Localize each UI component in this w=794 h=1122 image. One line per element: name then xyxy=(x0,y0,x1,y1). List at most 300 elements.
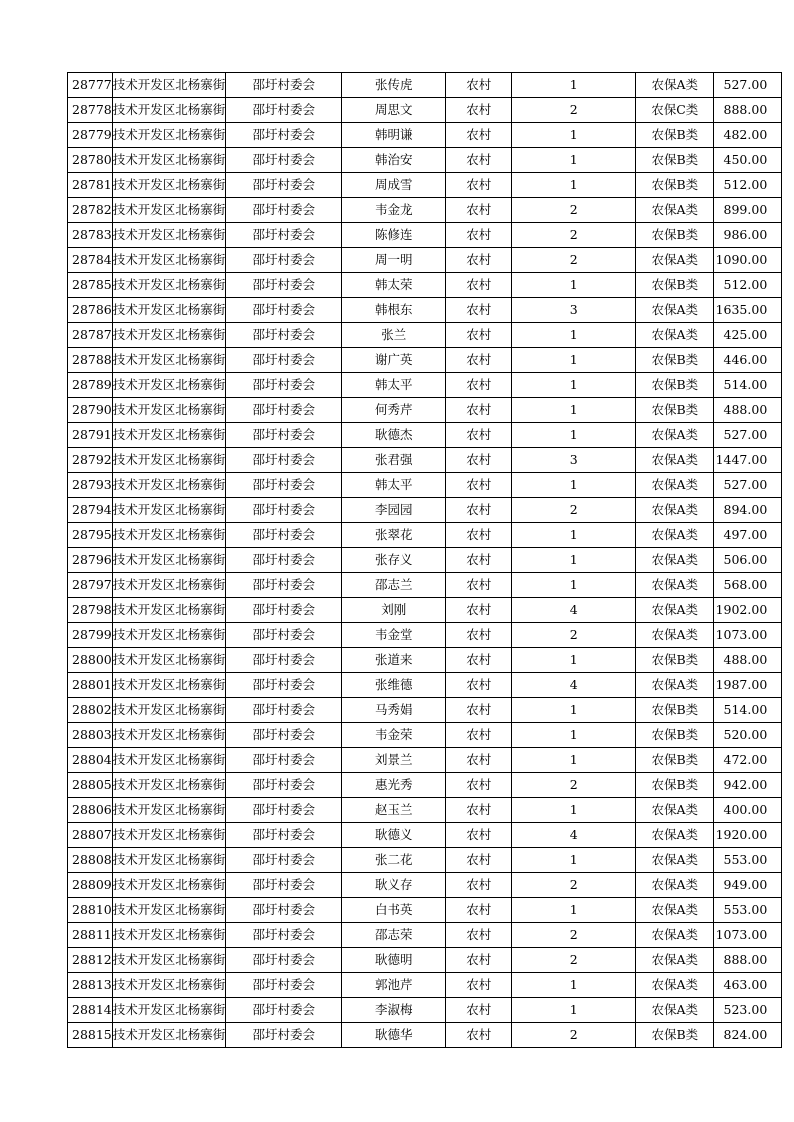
cell-person-count: 1 xyxy=(512,648,636,673)
table-row xyxy=(68,623,782,648)
cell-region xyxy=(112,823,226,848)
cell-region xyxy=(112,873,226,898)
cell-id: 28800 xyxy=(68,648,113,673)
cell-name: 耿义存 xyxy=(342,873,446,898)
cell-id: 28802 xyxy=(68,698,113,723)
cell-household-type: 农村 xyxy=(446,548,512,573)
cell-committee: 邵圩村委会 xyxy=(226,423,342,448)
region-text: 技术开发区北杨寨街 xyxy=(112,452,226,467)
cell-category: 农保A类 xyxy=(636,523,714,548)
cell-id: 28814 xyxy=(68,998,113,1023)
cell-amount: 472.00 xyxy=(714,748,782,773)
cell-name: 张兰 xyxy=(342,323,446,348)
region-text: 技术开发区北杨寨街 xyxy=(112,802,226,817)
cell-household-type: 农村 xyxy=(446,323,512,348)
cell-category: 农保A类 xyxy=(636,798,714,823)
cell-region xyxy=(112,998,226,1023)
cell-category: 农保A类 xyxy=(636,598,714,623)
cell-household-type: 农村 xyxy=(446,248,512,273)
cell-region xyxy=(112,623,226,648)
cell-region xyxy=(112,248,226,273)
cell-household-type: 农村 xyxy=(446,473,512,498)
cell-region xyxy=(112,348,226,373)
cell-category: 农保A类 xyxy=(636,998,714,1023)
cell-amount: 899.00 xyxy=(714,198,782,223)
cell-committee: 邵圩村委会 xyxy=(226,448,342,473)
cell-category: 农保A类 xyxy=(636,898,714,923)
table-row xyxy=(68,873,782,898)
table-row xyxy=(68,798,782,823)
cell-id: 28792 xyxy=(68,448,113,473)
cell-region xyxy=(112,848,226,873)
cell-household-type: 农村 xyxy=(446,273,512,298)
cell-name: 李园园 xyxy=(342,498,446,523)
cell-name: 韩治安 xyxy=(342,148,446,173)
cell-region xyxy=(112,98,226,123)
cell-committee: 邵圩村委会 xyxy=(226,298,342,323)
cell-name: 韩太平 xyxy=(342,373,446,398)
cell-committee: 邵圩村委会 xyxy=(226,748,342,773)
cell-amount: 527.00 xyxy=(714,473,782,498)
cell-name: 刘刚 xyxy=(342,598,446,623)
cell-amount: 986.00 xyxy=(714,223,782,248)
cell-category: 农保A类 xyxy=(636,873,714,898)
cell-category: 农保B类 xyxy=(636,223,714,248)
cell-category: 农保B类 xyxy=(636,1023,714,1048)
cell-category: 农保A类 xyxy=(636,248,714,273)
cell-id: 28786 xyxy=(68,298,113,323)
cell-household-type: 农村 xyxy=(446,198,512,223)
cell-committee: 邵圩村委会 xyxy=(226,348,342,373)
cell-household-type: 农村 xyxy=(446,798,512,823)
cell-person-count: 1 xyxy=(512,398,636,423)
table-row xyxy=(68,923,782,948)
cell-name: 耿德明 xyxy=(342,948,446,973)
cell-category: 农保A类 xyxy=(636,498,714,523)
cell-region xyxy=(112,223,226,248)
cell-id: 28809 xyxy=(68,873,113,898)
cell-person-count: 4 xyxy=(512,598,636,623)
cell-committee: 邵圩村委会 xyxy=(226,148,342,173)
cell-household-type: 农村 xyxy=(446,748,512,773)
cell-committee: 邵圩村委会 xyxy=(226,373,342,398)
cell-id: 28807 xyxy=(68,823,113,848)
cell-category: 农保A类 xyxy=(636,198,714,223)
cell-category: 农保B类 xyxy=(636,173,714,198)
cell-amount: 512.00 xyxy=(714,273,782,298)
cell-person-count: 1 xyxy=(512,148,636,173)
cell-region xyxy=(112,73,226,98)
cell-amount: 463.00 xyxy=(714,973,782,998)
cell-household-type: 农村 xyxy=(446,498,512,523)
table-row xyxy=(68,373,782,398)
cell-region xyxy=(112,573,226,598)
cell-category: 农保A类 xyxy=(636,573,714,598)
cell-region xyxy=(112,523,226,548)
table-row xyxy=(68,973,782,998)
table-row xyxy=(68,598,782,623)
region-text: 技术开发区北杨寨街 xyxy=(112,727,226,742)
region-text: 技术开发区北杨寨街 xyxy=(112,777,226,792)
cell-id: 28784 xyxy=(68,248,113,273)
cell-category: 农保B类 xyxy=(636,723,714,748)
cell-id: 28778 xyxy=(68,98,113,123)
cell-person-count: 1 xyxy=(512,698,636,723)
table-row xyxy=(68,998,782,1023)
cell-person-count: 1 xyxy=(512,73,636,98)
table-row xyxy=(68,98,782,123)
cell-household-type: 农村 xyxy=(446,73,512,98)
cell-name: 惠光秀 xyxy=(342,773,446,798)
cell-committee: 邵圩村委会 xyxy=(226,973,342,998)
cell-amount: 568.00 xyxy=(714,573,782,598)
cell-name: 张二花 xyxy=(342,848,446,873)
cell-committee: 邵圩村委会 xyxy=(226,498,342,523)
cell-committee: 邵圩村委会 xyxy=(226,548,342,573)
cell-region xyxy=(112,498,226,523)
cell-committee: 邵圩村委会 xyxy=(226,823,342,848)
cell-id: 28810 xyxy=(68,898,113,923)
cell-committee: 邵圩村委会 xyxy=(226,273,342,298)
table-row xyxy=(68,473,782,498)
cell-region xyxy=(112,723,226,748)
cell-name: 谢广英 xyxy=(342,348,446,373)
region-text: 技术开发区北杨寨街 xyxy=(112,752,226,767)
cell-name: 陈修连 xyxy=(342,223,446,248)
cell-category: 农保A类 xyxy=(636,973,714,998)
cell-id: 28795 xyxy=(68,523,113,548)
region-text: 技术开发区北杨寨街 xyxy=(112,827,226,842)
table-row xyxy=(68,448,782,473)
cell-name: 张君强 xyxy=(342,448,446,473)
cell-committee: 邵圩村委会 xyxy=(226,573,342,598)
cell-amount: 523.00 xyxy=(714,998,782,1023)
region-text: 技术开发区北杨寨街 xyxy=(112,252,226,267)
cell-amount: 450.00 xyxy=(714,148,782,173)
cell-amount: 506.00 xyxy=(714,548,782,573)
table-row xyxy=(68,723,782,748)
cell-person-count: 1 xyxy=(512,473,636,498)
cell-person-count: 4 xyxy=(512,673,636,698)
cell-category: 农保B类 xyxy=(636,348,714,373)
region-text: 技术开发区北杨寨街 xyxy=(112,902,226,917)
cell-committee: 邵圩村委会 xyxy=(226,873,342,898)
cell-category: 农保B类 xyxy=(636,773,714,798)
region-text: 技术开发区北杨寨街 xyxy=(112,277,226,292)
region-text: 技术开发区北杨寨街 xyxy=(112,377,226,392)
cell-person-count: 1 xyxy=(512,373,636,398)
table-row xyxy=(68,848,782,873)
cell-person-count: 1 xyxy=(512,973,636,998)
region-text: 技术开发区北杨寨街 xyxy=(112,402,226,417)
table-row xyxy=(68,123,782,148)
region-text: 技术开发区北杨寨街 xyxy=(112,677,226,692)
cell-region xyxy=(112,448,226,473)
cell-region xyxy=(112,598,226,623)
cell-name: 张维德 xyxy=(342,673,446,698)
cell-name: 张道来 xyxy=(342,648,446,673)
cell-category: 农保B类 xyxy=(636,123,714,148)
cell-region xyxy=(112,298,226,323)
cell-id: 28798 xyxy=(68,598,113,623)
cell-name: 周成雪 xyxy=(342,173,446,198)
cell-household-type: 农村 xyxy=(446,623,512,648)
cell-id: 28805 xyxy=(68,773,113,798)
cell-name: 张传虎 xyxy=(342,73,446,98)
cell-amount: 488.00 xyxy=(714,398,782,423)
cell-committee: 邵圩村委会 xyxy=(226,898,342,923)
region-text: 技术开发区北杨寨街 xyxy=(112,877,226,892)
cell-name: 赵玉兰 xyxy=(342,798,446,823)
table-row xyxy=(68,148,782,173)
cell-category: 农保B类 xyxy=(636,398,714,423)
cell-name: 李淑梅 xyxy=(342,998,446,1023)
cell-amount: 446.00 xyxy=(714,348,782,373)
cell-region xyxy=(112,748,226,773)
cell-person-count: 3 xyxy=(512,298,636,323)
table-row xyxy=(68,273,782,298)
cell-amount: 949.00 xyxy=(714,873,782,898)
region-text: 技术开发区北杨寨街 xyxy=(112,477,226,492)
table-row xyxy=(68,73,782,98)
cell-committee: 邵圩村委会 xyxy=(226,223,342,248)
cell-id: 28782 xyxy=(68,198,113,223)
cell-committee: 邵圩村委会 xyxy=(226,998,342,1023)
cell-amount: 1447.00 xyxy=(714,448,782,473)
cell-region xyxy=(112,148,226,173)
cell-id: 28791 xyxy=(68,423,113,448)
cell-name: 郭池芹 xyxy=(342,973,446,998)
cell-household-type: 农村 xyxy=(446,948,512,973)
table-row xyxy=(68,198,782,223)
cell-id: 28790 xyxy=(68,398,113,423)
cell-name: 韦金荣 xyxy=(342,723,446,748)
cell-region xyxy=(112,648,226,673)
cell-id: 28788 xyxy=(68,348,113,373)
cell-person-count: 1 xyxy=(512,273,636,298)
cell-amount: 512.00 xyxy=(714,173,782,198)
cell-name: 张存义 xyxy=(342,548,446,573)
region-text: 技术开发区北杨寨街 xyxy=(112,527,226,542)
cell-id: 28780 xyxy=(68,148,113,173)
region-text: 技术开发区北杨寨街 xyxy=(112,927,226,942)
table-row xyxy=(68,898,782,923)
cell-household-type: 农村 xyxy=(446,1023,512,1048)
cell-person-count: 1 xyxy=(512,348,636,373)
cell-committee: 邵圩村委会 xyxy=(226,948,342,973)
cell-region xyxy=(112,398,226,423)
cell-id: 28794 xyxy=(68,498,113,523)
cell-amount: 1635.00 xyxy=(714,298,782,323)
cell-amount: 888.00 xyxy=(714,98,782,123)
cell-category: 农保A类 xyxy=(636,848,714,873)
cell-amount: 527.00 xyxy=(714,423,782,448)
cell-committee: 邵圩村委会 xyxy=(226,798,342,823)
table-row xyxy=(68,298,782,323)
cell-person-count: 2 xyxy=(512,223,636,248)
table-row xyxy=(68,773,782,798)
cell-amount: 553.00 xyxy=(714,898,782,923)
region-text: 技术开发区北杨寨街 xyxy=(112,977,226,992)
region-text: 技术开发区北杨寨街 xyxy=(112,702,226,717)
cell-region xyxy=(112,273,226,298)
cell-amount: 1073.00 xyxy=(714,623,782,648)
region-text: 技术开发区北杨寨街 xyxy=(112,227,226,242)
region-text: 技术开发区北杨寨街 xyxy=(112,177,226,192)
cell-household-type: 农村 xyxy=(446,523,512,548)
cell-person-count: 2 xyxy=(512,1023,636,1048)
region-text: 技术开发区北杨寨街 xyxy=(112,552,226,567)
cell-id: 28787 xyxy=(68,323,113,348)
cell-id: 28779 xyxy=(68,123,113,148)
cell-id: 28803 xyxy=(68,723,113,748)
table-row xyxy=(68,173,782,198)
cell-committee: 邵圩村委会 xyxy=(226,848,342,873)
cell-amount: 514.00 xyxy=(714,698,782,723)
cell-committee: 邵圩村委会 xyxy=(226,1023,342,1048)
table-row xyxy=(68,748,782,773)
region-text: 技术开发区北杨寨街 xyxy=(112,852,226,867)
cell-household-type: 农村 xyxy=(446,173,512,198)
cell-household-type: 农村 xyxy=(446,448,512,473)
cell-amount: 1902.00 xyxy=(714,598,782,623)
cell-committee: 邵圩村委会 xyxy=(226,98,342,123)
cell-region xyxy=(112,698,226,723)
region-text: 技术开发区北杨寨街 xyxy=(112,127,226,142)
cell-person-count: 1 xyxy=(512,723,636,748)
cell-name: 何秀芹 xyxy=(342,398,446,423)
cell-household-type: 农村 xyxy=(446,873,512,898)
cell-household-type: 农村 xyxy=(446,123,512,148)
cell-household-type: 农村 xyxy=(446,823,512,848)
cell-id: 28789 xyxy=(68,373,113,398)
cell-person-count: 1 xyxy=(512,173,636,198)
cell-category: 农保B类 xyxy=(636,648,714,673)
cell-household-type: 农村 xyxy=(446,648,512,673)
cell-household-type: 农村 xyxy=(446,298,512,323)
cell-household-type: 农村 xyxy=(446,998,512,1023)
region-text: 技术开发区北杨寨街 xyxy=(112,627,226,642)
cell-region xyxy=(112,923,226,948)
cell-name: 邵志兰 xyxy=(342,573,446,598)
cell-committee: 邵圩村委会 xyxy=(226,773,342,798)
cell-committee: 邵圩村委会 xyxy=(226,673,342,698)
table-row xyxy=(68,548,782,573)
cell-id: 28804 xyxy=(68,748,113,773)
cell-id: 28799 xyxy=(68,623,113,648)
cell-category: 农保A类 xyxy=(636,473,714,498)
cell-id: 28783 xyxy=(68,223,113,248)
region-text: 技术开发区北杨寨街 xyxy=(112,202,226,217)
cell-region xyxy=(112,1023,226,1048)
cell-category: 农保B类 xyxy=(636,698,714,723)
cell-amount: 888.00 xyxy=(714,948,782,973)
cell-region xyxy=(112,798,226,823)
cell-person-count: 4 xyxy=(512,823,636,848)
cell-committee: 邵圩村委会 xyxy=(226,248,342,273)
cell-amount: 942.00 xyxy=(714,773,782,798)
cell-committee: 邵圩村委会 xyxy=(226,523,342,548)
region-text: 技术开发区北杨寨街 xyxy=(112,602,226,617)
cell-id: 28813 xyxy=(68,973,113,998)
cell-name: 周一明 xyxy=(342,248,446,273)
cell-category: 农保A类 xyxy=(636,623,714,648)
cell-household-type: 农村 xyxy=(446,723,512,748)
cell-category: 农保A类 xyxy=(636,673,714,698)
cell-region xyxy=(112,548,226,573)
cell-region xyxy=(112,323,226,348)
cell-name: 耿德华 xyxy=(342,1023,446,1048)
cell-person-count: 2 xyxy=(512,248,636,273)
cell-id: 28797 xyxy=(68,573,113,598)
table-row xyxy=(68,323,782,348)
cell-committee: 邵圩村委会 xyxy=(226,198,342,223)
table-row xyxy=(68,423,782,448)
cell-region xyxy=(112,173,226,198)
table-row xyxy=(68,648,782,673)
region-text: 技术开发区北杨寨街 xyxy=(112,352,226,367)
cell-id: 28777 xyxy=(68,73,113,98)
cell-amount: 894.00 xyxy=(714,498,782,523)
cell-category: 农保A类 xyxy=(636,298,714,323)
cell-name: 邵志荣 xyxy=(342,923,446,948)
cell-region xyxy=(112,898,226,923)
cell-committee: 邵圩村委会 xyxy=(226,323,342,348)
cell-region xyxy=(112,973,226,998)
cell-person-count: 1 xyxy=(512,798,636,823)
cell-name: 耿德杰 xyxy=(342,423,446,448)
cell-household-type: 农村 xyxy=(446,698,512,723)
table-row xyxy=(68,698,782,723)
cell-person-count: 2 xyxy=(512,198,636,223)
cell-household-type: 农村 xyxy=(446,148,512,173)
table-row xyxy=(68,498,782,523)
cell-household-type: 农村 xyxy=(446,373,512,398)
region-text: 技术开发区北杨寨街 xyxy=(112,577,226,592)
cell-amount: 482.00 xyxy=(714,123,782,148)
cell-household-type: 农村 xyxy=(446,848,512,873)
cell-region xyxy=(112,773,226,798)
region-text: 技术开发区北杨寨街 xyxy=(112,152,226,167)
cell-committee: 邵圩村委会 xyxy=(226,398,342,423)
cell-person-count: 2 xyxy=(512,948,636,973)
cell-amount: 553.00 xyxy=(714,848,782,873)
cell-name: 韩明谦 xyxy=(342,123,446,148)
cell-name: 白书英 xyxy=(342,898,446,923)
cell-name: 刘景兰 xyxy=(342,748,446,773)
table-row xyxy=(68,348,782,373)
cell-region xyxy=(112,423,226,448)
cell-person-count: 3 xyxy=(512,448,636,473)
table-row xyxy=(68,398,782,423)
cell-amount: 488.00 xyxy=(714,648,782,673)
cell-id: 28812 xyxy=(68,948,113,973)
cell-person-count: 1 xyxy=(512,848,636,873)
cell-category: 农保B类 xyxy=(636,748,714,773)
table-row xyxy=(68,823,782,848)
cell-committee: 邵圩村委会 xyxy=(226,123,342,148)
cell-person-count: 2 xyxy=(512,773,636,798)
relief-roster-table xyxy=(67,72,782,1048)
cell-household-type: 农村 xyxy=(446,973,512,998)
cell-category: 农保C类 xyxy=(636,98,714,123)
cell-category: 农保A类 xyxy=(636,448,714,473)
cell-amount: 497.00 xyxy=(714,523,782,548)
cell-committee: 邵圩村委会 xyxy=(226,698,342,723)
table-row xyxy=(68,1023,782,1048)
cell-region xyxy=(112,948,226,973)
cell-person-count: 1 xyxy=(512,898,636,923)
